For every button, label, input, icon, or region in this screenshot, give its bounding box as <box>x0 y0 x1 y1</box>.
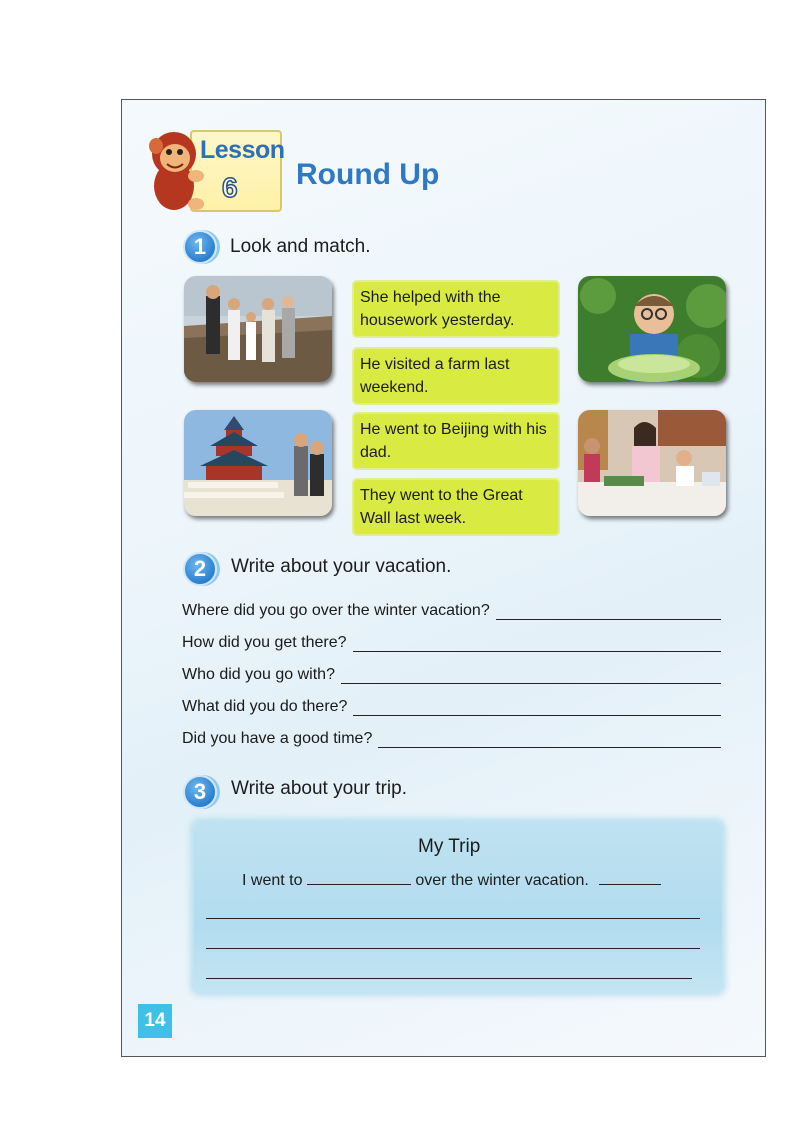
question-row <box>182 666 721 684</box>
photo-great-wall-family <box>184 276 332 382</box>
photo-boy-on-farm <box>578 276 726 382</box>
trip-sentence-start: I went to <box>242 872 303 889</box>
match-sentence-4: They went to the Great Wall last week. <box>354 480 558 534</box>
match-sentence-1: She helped with the housework yesterday. <box>354 282 558 336</box>
answer-line[interactable] <box>496 605 721 620</box>
question-row <box>182 634 721 652</box>
section-3-number-badge: 3 <box>183 775 217 809</box>
question-text: How did you get there? <box>182 634 347 651</box>
trip-continue-blank[interactable] <box>599 870 661 885</box>
lesson-number: 6 <box>222 172 238 203</box>
trip-writing-line[interactable] <box>206 918 700 919</box>
textbook-page <box>121 99 766 1057</box>
answer-line[interactable] <box>353 701 721 716</box>
page-title: Round Up <box>296 158 440 191</box>
answer-line[interactable] <box>378 733 721 748</box>
question-row <box>182 602 721 620</box>
lesson-label: Lesson <box>200 136 285 164</box>
question-row <box>182 730 721 748</box>
trip-box-title: My Trip <box>418 836 481 857</box>
answer-line[interactable] <box>341 669 721 684</box>
question-text: Where did you go over the winter vacation? <box>182 602 490 619</box>
question-row <box>182 698 721 716</box>
trip-writing-line[interactable] <box>206 948 700 949</box>
photo-kitchen-housework <box>578 410 726 516</box>
page-number-badge: 14 <box>138 1004 172 1038</box>
question-text: Who did you go with? <box>182 666 335 683</box>
match-sentence-3: He went to Beijing with his dad. <box>354 414 558 468</box>
section-3-title: Write about your trip. <box>231 778 408 799</box>
monkey-mascot-icon <box>146 128 204 212</box>
answer-line[interactable] <box>353 637 721 652</box>
question-text: Did you have a good time? <box>182 730 373 747</box>
section-2-number-badge: 2 <box>183 552 217 586</box>
match-sentence-2: He visited a farm last weekend. <box>354 349 558 403</box>
trip-destination-blank[interactable] <box>307 870 411 885</box>
trip-sentence-end: over the winter vacation. <box>415 872 589 889</box>
photo-temple-of-heaven <box>184 410 332 516</box>
section-2-title: Write about your vacation. <box>231 556 452 577</box>
section-1-title: Look and match. <box>230 236 371 257</box>
question-text: What did you do there? <box>182 698 348 715</box>
trip-writing-line[interactable] <box>206 978 692 979</box>
section-1-number-badge: 1 <box>183 230 217 264</box>
trip-sentence <box>242 870 661 890</box>
trip-writing-box <box>194 822 722 992</box>
